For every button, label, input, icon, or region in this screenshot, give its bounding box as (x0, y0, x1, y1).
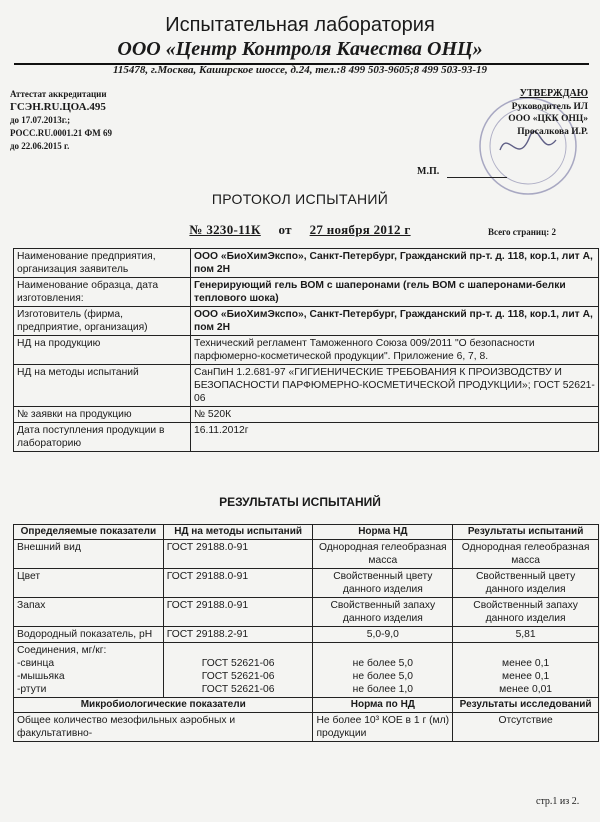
lab-title: Испытательная лаборатория (165, 14, 435, 36)
info-label: Наименование образца, дата изготовления: (14, 278, 191, 307)
indicator-cell: Внешний вид (14, 540, 164, 569)
compound-result: менее 0,01 (499, 684, 553, 695)
pages-total: Всего страниц: 2 (488, 227, 557, 237)
page-number: стр.1 из 2. (536, 796, 580, 807)
protocol-title: ПРОТОКОЛ ИСПЫТАНИЙ (211, 191, 389, 207)
compound-result: менее 0,1 (502, 658, 550, 669)
column-header: Микробиологические показатели (14, 698, 313, 713)
org-name: ООО «Центр Контроля Качества ОНЦ» (117, 38, 483, 60)
info-row (14, 423, 599, 452)
approval-signer: Просалкова И.Р. (517, 126, 588, 137)
approval-line: Руководитель ИЛ (511, 101, 588, 112)
accreditation-line: до 17.07.2013г.; (10, 115, 71, 125)
info-label: Дата поступления продукции в лабораторию (14, 423, 191, 452)
method-cell: ГОСТ 29188.2-91 (163, 627, 313, 643)
results-table (13, 524, 599, 742)
indicator-cell: Водородный показатель, pH (14, 627, 164, 643)
norm-cell: Не более 10³ КОЕ в 1 г (мл) продукции (313, 713, 453, 742)
column-header: Норма НД (313, 525, 453, 540)
protocol-from: от (278, 222, 292, 237)
compound-name: -ртути (17, 684, 47, 695)
info-row (14, 336, 599, 365)
info-row (14, 365, 599, 407)
table-row (14, 643, 599, 698)
table-row (14, 713, 599, 742)
compound-name: -мышьяка (17, 671, 65, 682)
info-value: Генерирующий гель ВОМ с шаперонами (гель ВОМ с шаперонами-белки теплового шока) (191, 278, 599, 307)
column-header: Результаты исследований (453, 698, 599, 713)
norm-cell (313, 643, 453, 698)
table-row (14, 627, 599, 643)
compound-norm: не более 5,0 (352, 671, 413, 682)
accreditation-block (10, 88, 112, 153)
column-header: НД на методы испытаний (163, 525, 313, 540)
indicator-cell: Цвет (14, 569, 164, 598)
info-value: СанПиН 1.2.681-97 «ГИГИЕНИЧЕСКИЕ ТРЕБОВАНИЯ К ПРОИЗВОДСТВУ И БЕЗОПАСНОСТИ ПАРФЮМЕРНО-КОСМЕТИЧЕСКОЙ ПРОДУКЦИИ»; ГОСТ 52621-06 (191, 365, 599, 407)
column-header: Результаты испытаний (453, 525, 599, 540)
micro-header-row (14, 698, 599, 713)
norm-cell: Однородная гелеобразная масса (313, 540, 453, 569)
result-cell: Однородная гелеобразная масса (453, 540, 599, 569)
compound-name: -свинца (17, 658, 55, 669)
seal-label: М.П. (417, 166, 440, 177)
compound-method: ГОСТ 52621-06 (201, 671, 275, 682)
accreditation-line: до 22.06.2015 г. (10, 141, 70, 151)
results-title: РЕЗУЛЬТАТЫ ИСПЫТАНИЙ (219, 495, 381, 509)
protocol-number: № 3230-11К (189, 222, 261, 237)
norm-cell: Свойственный запаху данного изделия (313, 598, 453, 627)
indicator-cell (14, 643, 164, 698)
column-header: Определяемые показатели (14, 525, 164, 540)
approval-heading: УТВЕРЖДАЮ (519, 88, 588, 99)
info-row (14, 278, 599, 307)
info-label: № заявки на продукцию (14, 407, 191, 423)
compound-method: ГОСТ 52621-06 (201, 684, 275, 695)
approval-block (438, 88, 588, 138)
column-header: Норма по НД (313, 698, 453, 713)
result-cell: Отсутствие (453, 713, 599, 742)
info-label: НД на продукцию (14, 336, 191, 365)
protocol-date: 27 ноября 2012 г (309, 222, 411, 237)
result-cell: Свойственный запаху данного изделия (453, 598, 599, 627)
seal-line (447, 177, 507, 178)
method-cell: ГОСТ 29188.0-91 (163, 598, 313, 627)
info-value: 16.11.2012г (191, 423, 599, 452)
info-label: Изготовитель (фирма, предприятие, организация) (14, 307, 191, 336)
results-header-row (14, 525, 599, 540)
method-cell (163, 643, 313, 698)
compound-method: ГОСТ 52621-06 (201, 658, 275, 669)
indicator-cell: Запах (14, 598, 164, 627)
method-cell: ГОСТ 29188.0-91 (163, 569, 313, 598)
info-value: Технический регламент Таможенного Союза 009/2011 "О безопасности парфюмерно-косметической продукции". Приложение 6, 7, 8. (191, 336, 599, 365)
table-row (14, 569, 599, 598)
accreditation-line: Аттестат аккредитации (10, 89, 107, 99)
result-cell: Свойственный цвету данного изделия (453, 569, 599, 598)
info-row (14, 307, 599, 336)
approval-line: ООО «ЦКК ОНЦ» (508, 114, 588, 124)
info-value: ООО «БиоХимЭкспо», Санкт-Петербург, Гражданский пр-т. д. 118, кор.1, лит А, пом 2Н (191, 249, 599, 278)
info-label: НД на методы испытаний (14, 365, 191, 407)
compound-norm: не более 1,0 (352, 684, 413, 695)
compound-norm: не более 5,0 (352, 658, 413, 669)
result-cell (453, 643, 599, 698)
info-value: ООО «БиоХимЭкспо», Санкт-Петербург, Гражданский пр-т. д. 118, кор.1, лит А, пом 2Н (191, 307, 599, 336)
accreditation-line: РОСС.RU.0001.21 ФМ 69 (10, 128, 113, 138)
accreditation-line: ГСЭН.RU.ЦОА.495 (10, 101, 106, 113)
compound-result: менее 0,1 (502, 671, 550, 682)
norm-cell: Свойственный цвету данного изделия (313, 569, 453, 598)
indicator-cell: Общее количество мезофильных аэробных и факультативно- (14, 713, 313, 742)
info-value: № 520К (191, 407, 599, 423)
compounds-label: Соединения, мг/кг: (17, 645, 107, 656)
norm-cell: 5,0-9,0 (313, 627, 453, 643)
org-address: 115478, г.Москва, Каширское шоссе, д.24, тел.:8 499 503-9605;8 499 503-93-19 (113, 64, 487, 76)
result-cell: 5,81 (453, 627, 599, 643)
info-row (14, 249, 599, 278)
info-label: Наименование предприятия, организация заявитель (14, 249, 191, 278)
sample-info-table (13, 248, 599, 452)
table-row (14, 540, 599, 569)
info-row (14, 407, 599, 423)
method-cell: ГОСТ 29188.0-91 (163, 540, 313, 569)
table-row (14, 598, 599, 627)
